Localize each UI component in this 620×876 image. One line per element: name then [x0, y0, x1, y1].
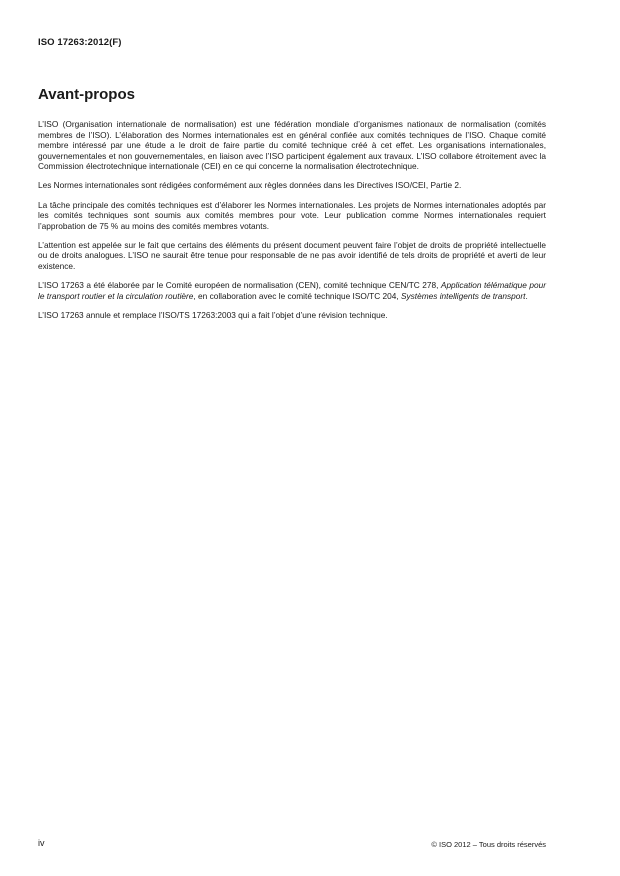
foreword-body	[38, 119, 546, 329]
page-number: iv	[38, 838, 45, 848]
prepared-by-text-3: .	[525, 290, 528, 301]
document-identifier: ISO 17263:2012(F)	[38, 37, 122, 48]
copyright-notice: © ISO 2012 – Tous droits réservés	[431, 840, 546, 849]
paragraph-committees-task: La tâche principale des comités techniques est d’élaborer les Normes internationales. Les projets de Normes internationales adoptés par les comités techniques sont soumis aux comités membres pour vote. Leur publication comme Normes internationales requiert l’approbation de 75 % au moins des comités membres votants.	[38, 199, 546, 231]
prepared-by-text-1: L’ISO 17263 a été élaborée par le Comité européen de normalisation (CEN), comité technique CEN/TC 278,	[38, 280, 441, 291]
paragraph-revision: L’ISO 17263 annule et remplace l’ISO/TS 17263:2003 qui a fait l’objet d’une révision technique.	[38, 309, 388, 320]
committee-title-cen: Application télématique pour le transport routier et la circulation routière	[38, 280, 546, 301]
prepared-by-text-2: , en collaboration avec le comité technique ISO/TC 204,	[193, 290, 401, 301]
paragraph-directives: Les Normes internationales sont rédigées conformément aux règles données dans les Directives ISO/CEI, Partie 2.	[38, 180, 462, 191]
paragraph-patent-rights: L’attention est appelée sur le fait que certains des éléments du présent document peuvent faire l’objet de droits de propriété intellectuelle ou de droits analogues. L’ISO ne saurait être tenue pour responsable de ne pas avoir identifié de tels droits de propriété et averti de leur existence.	[38, 239, 546, 272]
page-title: Avant-propos	[38, 86, 135, 103]
committee-title-iso: Systèmes intelligents de transport	[400, 290, 526, 301]
paragraph-prepared-by	[38, 280, 546, 301]
paragraph-iso-organisation: L’ISO (Organisation internationale de normalisation) est une fédération mondiale d’organismes nationaux de normalisation (comités membres de l’ISO). L’élaboration des Normes internationales est en général confiée aux comités techniques de l’ISO. Chaque comité membre intéressé par une étude a le droit de faire partie du comité technique créé à cet effet. Les organisations internationales, gouvernementales et non gouvernementales, en liaison avec l’ISO participent également aux travaux. L’ISO collabore étroitement avec la Commission électrotechnique internationale (CEI) en ce qui concerne la normalisation électrotechnique.	[38, 119, 546, 172]
